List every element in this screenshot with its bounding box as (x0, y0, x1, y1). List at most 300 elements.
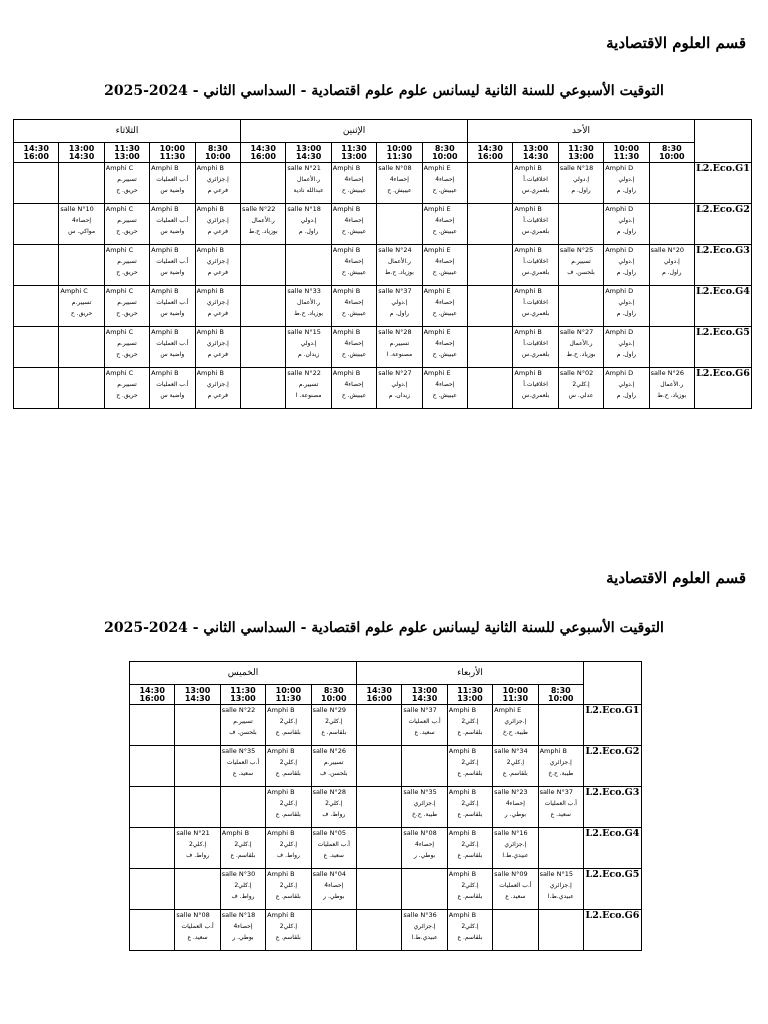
session-subject: إ.دولي (618, 381, 635, 388)
session-room: Amphi B (221, 829, 250, 837)
session-cell (175, 910, 220, 951)
session-cell (493, 910, 538, 951)
session-teacher: حريق. ح (116, 351, 138, 358)
session-room: Amphi C (105, 369, 134, 377)
session-cell (513, 204, 558, 245)
session-cell (538, 828, 583, 869)
session-cell (422, 368, 467, 409)
session-cell (14, 327, 59, 368)
session-cell (14, 245, 59, 286)
session-cell (286, 204, 331, 245)
table-row (130, 869, 642, 910)
session-teacher: عيبيش. ح (387, 187, 412, 194)
session-cell (377, 327, 422, 368)
session-room: Amphi B (196, 328, 224, 336)
session-teacher: بوزياد. ح.ط (248, 228, 278, 235)
group-label: L2.Eco.G6 (583, 910, 641, 951)
session-room: Amphi B (151, 287, 179, 295)
session-cell (402, 828, 447, 869)
session-room: Amphi B (196, 164, 224, 172)
session-teacher: حريق. ح (116, 392, 138, 399)
session-cell (649, 204, 694, 245)
session-cell (266, 828, 311, 869)
session-subject: إ.جزائري (504, 718, 527, 725)
group-label: L2.Eco.G1 (695, 163, 752, 204)
session-subject: تسيير.م (117, 381, 137, 388)
session-subject: إ.كلي2 (461, 759, 479, 766)
session-cell (422, 204, 467, 245)
session-teacher: فرعي م (207, 187, 228, 194)
session-cell (357, 746, 402, 787)
session-cell (175, 828, 220, 869)
session-room: Amphi B (267, 911, 295, 919)
session-cell (311, 787, 356, 828)
session-subject: اخلاقيات.أ (523, 217, 548, 224)
session-teacher: راول. م (571, 187, 591, 194)
session-cell (286, 368, 331, 409)
session-subject: إحصاء4 (344, 340, 364, 347)
session-cell (538, 787, 583, 828)
session-teacher: واضية س (160, 269, 185, 276)
session-subject: تسيير.م (71, 299, 92, 306)
session-subject: إ.جزائري (206, 381, 229, 388)
session-cell (266, 869, 311, 910)
session-teacher: عيبيش. ح (341, 187, 367, 194)
session-room: salle N°04 (312, 870, 346, 878)
session-room: salle N°09 (494, 870, 528, 878)
session-cell (468, 163, 513, 204)
session-room: salle N°02 (559, 369, 594, 377)
session-teacher: بلعمري.س (521, 310, 550, 317)
session-room: salle N°20 (650, 246, 685, 254)
session-teacher: بلعمري.س (521, 351, 550, 358)
session-teacher: بوطي. ر (504, 811, 526, 818)
timetable-title: التوقيت الأسبوعي للسنة الثانية ليسانس علوم علوم اقتصادية - السداسي الثاني - 2024-2025 (104, 620, 664, 636)
session-subject: إحصاء4 (344, 299, 364, 306)
session-subject: اخلاقيات.أ (523, 176, 548, 183)
session-cell (649, 327, 694, 368)
session-subject: إ.كلي2 (461, 800, 479, 807)
session-cell (422, 286, 467, 327)
session-subject: أ.ب العمليات (499, 882, 532, 889)
session-teacher: عبدالله نادية (293, 187, 324, 194)
session-cell (14, 163, 59, 204)
session-cell (286, 163, 331, 204)
session-room: Amphi B (267, 870, 295, 878)
group-label: L2.Eco.G2 (695, 204, 752, 245)
session-subject: ر.الأعمال (297, 299, 321, 306)
session-cell (241, 245, 286, 286)
session-room: Amphi B (151, 205, 179, 213)
session-cell (377, 286, 422, 327)
session-room: salle N°27 (378, 369, 412, 377)
session-cell (266, 705, 311, 746)
session-teacher: عيبيش. ح (341, 310, 367, 317)
session-cell (468, 245, 513, 286)
session-teacher: حريق. ح (116, 310, 138, 317)
session-room: Amphi D (605, 164, 634, 172)
session-cell (195, 204, 240, 245)
day-header: الإثنين (241, 120, 468, 143)
session-teacher: راول. م (616, 228, 637, 235)
session-cell (604, 163, 649, 204)
session-room: Amphi B (514, 164, 542, 172)
session-room: Amphi B (332, 369, 361, 377)
session-subject: إحصاء4 (233, 923, 253, 930)
session-cell (130, 828, 175, 869)
session-teacher: عيبيش. ح (341, 351, 367, 358)
session-teacher: بلعمري.س (521, 228, 550, 235)
session-cell (241, 163, 286, 204)
session-teacher: راول. م (298, 228, 319, 235)
session-subject: أ.ب العمليات (181, 923, 214, 930)
session-teacher: بوطي. ر (232, 934, 254, 941)
header-corner (583, 662, 641, 705)
session-teacher: واضية س (160, 392, 185, 399)
session-subject: ر.الأعمال (251, 217, 275, 224)
session-subject: اخلاقيات.أ (523, 340, 548, 347)
session-teacher: فرعي م (207, 228, 228, 235)
time-slot-header: 14:30 16:00 (14, 143, 59, 163)
session-subject: إ.دولي (300, 340, 317, 347)
session-cell (175, 705, 220, 746)
session-teacher: حريق. ح (116, 269, 138, 276)
session-subject: إ.دولي (618, 258, 635, 265)
session-room: Amphi B (196, 246, 224, 254)
session-room: Amphi B (267, 829, 295, 837)
group-label: L2.Eco.G3 (583, 787, 641, 828)
session-room: salle N°36 (403, 911, 437, 919)
session-room: Amphi B (332, 205, 361, 213)
session-cell (558, 245, 603, 286)
session-teacher: فرعي م (207, 392, 228, 399)
session-teacher: طيبة. ح.خ (502, 729, 528, 736)
table-row (130, 828, 642, 869)
session-cell (538, 869, 583, 910)
session-cell (220, 705, 265, 746)
session-subject: ر.الأعمال (387, 258, 411, 265)
time-slot-header: 10:00 11:30 (493, 685, 538, 705)
session-room: salle N°24 (378, 246, 412, 254)
session-subject: تسيير.م (323, 759, 344, 766)
session-room: Amphi E (423, 164, 451, 172)
session-cell (331, 163, 376, 204)
session-subject: تسيير.م (298, 381, 319, 388)
session-cell (558, 368, 603, 409)
session-subject: إ.كلي2 (461, 841, 479, 848)
session-room: salle N°22 (242, 205, 276, 213)
time-slot-header: 8:30 10:00 (195, 143, 240, 163)
table-row (14, 204, 752, 245)
session-teacher: رواط. ف (276, 852, 300, 859)
session-subject: إ.جزائري (504, 841, 527, 848)
session-room: Amphi C (105, 246, 134, 254)
session-subject: إ.دولي (618, 299, 635, 306)
session-subject: إ.دولي (573, 176, 589, 183)
session-teacher: بلحسن. ف (567, 269, 595, 276)
session-room: salle N°16 (494, 829, 528, 837)
session-cell (130, 705, 175, 746)
time-slot-header: 10:00 11:30 (377, 143, 422, 163)
table-row (14, 286, 752, 327)
session-subject: إحصاء4 (435, 258, 455, 265)
session-subject: إحصاء4 (344, 258, 364, 265)
session-subject: أ.ب العمليات (156, 299, 189, 306)
session-room: salle N°25 (559, 246, 594, 254)
session-subject: إ.جزائري (549, 882, 572, 889)
table-row (14, 245, 752, 286)
session-cell (241, 327, 286, 368)
session-teacher: سعيد. ع (550, 811, 571, 818)
session-subject: إ.كلي2 (279, 841, 297, 848)
day-header: الأحد (468, 120, 695, 143)
session-cell (59, 204, 104, 245)
session-cell (649, 286, 694, 327)
session-room: Amphi E (423, 328, 451, 336)
day-header-row (14, 120, 752, 143)
session-cell (59, 327, 104, 368)
session-subject: أ.ب العمليات (317, 841, 350, 848)
session-teacher: بلقاسم. ع (230, 852, 256, 859)
session-subject: تسيير.م (117, 176, 137, 183)
session-room: Amphi E (423, 205, 451, 213)
session-cell (195, 163, 240, 204)
session-subject: إ.كلي2 (461, 718, 479, 725)
session-teacher: عيبيش. ح (341, 269, 367, 276)
session-teacher: مواكي. س (68, 228, 96, 235)
session-room: Amphi B (448, 870, 477, 878)
session-subject: إ.دولي (663, 258, 680, 265)
session-subject: إحصاء4 (344, 176, 364, 183)
session-subject: إ.دولي (618, 176, 635, 183)
session-cell (402, 746, 447, 787)
session-cell (513, 286, 558, 327)
table-row (14, 327, 752, 368)
session-teacher: راول. م (616, 351, 637, 358)
session-teacher: بوزياد. ح.ط (294, 310, 324, 317)
session-cell (150, 245, 195, 286)
session-room: Amphi B (514, 246, 542, 254)
session-subject: إ.جزائري (413, 800, 436, 807)
session-subject: ر.الأعمال (297, 176, 321, 183)
session-room: salle N°15 (287, 328, 321, 336)
session-room: salle N°05 (312, 829, 346, 837)
session-room: salle N°08 (176, 911, 210, 919)
time-header-row (14, 143, 752, 163)
session-subject: إ.جزائري (549, 759, 572, 766)
time-slot-header: 14:30 16:00 (241, 143, 286, 163)
session-cell (513, 245, 558, 286)
session-cell (468, 204, 513, 245)
session-subject: إ.كلي2 (279, 923, 297, 930)
session-room: Amphi B (196, 205, 224, 213)
session-cell (130, 787, 175, 828)
group-label: L2.Eco.G1 (583, 705, 641, 746)
session-cell (195, 368, 240, 409)
session-subject: إحصاء4 (435, 340, 455, 347)
session-teacher: راول. م (616, 392, 637, 399)
session-subject: إحصاء4 (435, 217, 455, 224)
time-slot-header: 13:00 14:30 (175, 685, 220, 705)
session-teacher: بلعمري.س (521, 392, 550, 399)
session-cell (220, 910, 265, 951)
session-teacher: عيبيش. ح (432, 269, 457, 276)
time-slot-header: 14:30 16:00 (468, 143, 513, 163)
group-label: L2.Eco.G3 (695, 245, 752, 286)
session-teacher: رواط. ف (186, 852, 210, 859)
session-teacher: طيبة. ح.خ (412, 811, 438, 818)
session-teacher: عيبيش. ح (432, 187, 457, 194)
session-cell (513, 368, 558, 409)
session-cell (130, 910, 175, 951)
session-cell (604, 327, 649, 368)
session-teacher: راول. م (616, 310, 637, 317)
time-slot-header: 13:00 14:30 (402, 685, 447, 705)
session-teacher: رواط. ف (322, 811, 346, 818)
session-subject: اخلاقيات.أ (523, 299, 548, 306)
session-room: Amphi B (267, 788, 295, 796)
session-room: Amphi B (151, 328, 179, 336)
session-teacher: فرعي م (207, 310, 228, 317)
session-cell (402, 705, 447, 746)
session-teacher: بوطي. ر (323, 893, 345, 900)
session-cell (130, 869, 175, 910)
session-cell (331, 368, 376, 409)
header-corner (695, 120, 752, 163)
session-cell (104, 245, 149, 286)
session-subject: تسيير.م (571, 258, 591, 265)
session-subject: إ.كلي2 (279, 882, 297, 889)
session-cell (104, 368, 149, 409)
session-teacher: بلعمري.س (521, 269, 550, 276)
session-cell (649, 163, 694, 204)
session-cell (220, 746, 265, 787)
session-subject: إ.كلي2 (325, 800, 343, 807)
time-slot-header: 11:30 13:00 (220, 685, 265, 705)
group-label: L2.Eco.G5 (695, 327, 752, 368)
session-teacher: بلقاسم. ع (321, 729, 347, 736)
time-slot-header: 8:30 10:00 (649, 143, 694, 163)
session-teacher: بوطي. ر (413, 852, 436, 859)
session-cell (150, 368, 195, 409)
session-subject: اخلاقيات.أ (523, 381, 548, 388)
session-cell (447, 910, 492, 951)
session-subject: إ.كلي2 (234, 882, 252, 889)
session-cell (558, 327, 603, 368)
session-room: Amphi B (448, 829, 477, 837)
session-cell (493, 787, 538, 828)
session-subject: إحصاء4 (389, 176, 409, 183)
session-cell (331, 245, 376, 286)
session-cell (447, 705, 492, 746)
session-cell (175, 746, 220, 787)
session-subject: إحصاء4 (344, 217, 364, 224)
session-teacher: مصنوعة. ا (386, 351, 413, 358)
session-cell (649, 245, 694, 286)
session-room: Amphi D (605, 287, 634, 295)
session-teacher: بلقاسم. ع (457, 770, 483, 777)
session-cell (649, 368, 694, 409)
session-room: salle N°28 (312, 788, 346, 796)
session-room: Amphi B (151, 164, 179, 172)
session-cell (447, 828, 492, 869)
session-room: Amphi B (332, 287, 361, 295)
session-teacher: سعيد. ع (187, 934, 208, 941)
session-teacher: عيبيش. ح (432, 310, 457, 317)
session-cell (357, 910, 402, 951)
session-room: Amphi E (494, 706, 522, 714)
session-teacher: طيبة. ح.خ (548, 770, 574, 777)
session-cell (538, 705, 583, 746)
session-teacher: عبيدي.ط.ا (502, 852, 529, 859)
session-teacher: حريق. ح (116, 228, 138, 235)
session-room: salle N°37 (403, 706, 437, 714)
session-teacher: سعيد. ع (414, 729, 435, 736)
session-cell (311, 910, 356, 951)
session-room: Amphi B (332, 164, 361, 172)
session-room: salle N°10 (60, 205, 94, 213)
session-room: salle N°28 (378, 328, 412, 336)
session-room: salle N°08 (403, 829, 437, 837)
group-label: L2.Eco.G2 (583, 746, 641, 787)
session-cell (468, 286, 513, 327)
session-room: salle N°18 (221, 911, 256, 919)
session-subject: تسيير.م (117, 217, 137, 224)
session-room: Amphi B (514, 328, 542, 336)
session-cell (14, 368, 59, 409)
session-cell (195, 327, 240, 368)
session-teacher: راول. م (662, 269, 682, 276)
session-teacher: واضية س (160, 351, 185, 358)
session-teacher: سعيد. ع (505, 893, 526, 900)
session-teacher: راول. م (616, 269, 637, 276)
session-room: Amphi E (423, 287, 451, 295)
session-subject: إحصاء4 (435, 299, 455, 306)
session-subject: ر.الأعمال (569, 340, 593, 347)
time-slot-header: 8:30 10:00 (311, 685, 356, 705)
table-row (130, 910, 642, 951)
session-room: salle N°26 (650, 369, 685, 377)
session-subject: أ.ب العمليات (156, 258, 189, 265)
session-subject: إ.كلي2 (461, 923, 479, 930)
session-teacher: بلقاسم. ع (457, 852, 483, 859)
session-room: Amphi B (332, 328, 361, 336)
department-heading: قسم العلوم الاقتصادية (606, 569, 746, 587)
table-row (130, 705, 642, 746)
session-cell (604, 204, 649, 245)
session-subject: إحصاء4 (435, 176, 455, 183)
session-room: salle N°26 (312, 747, 346, 755)
table-row (14, 368, 752, 409)
session-subject: تسيير.م (117, 299, 137, 306)
session-subject: اخلاقيات.أ (523, 258, 548, 265)
session-teacher: عدلي. س (568, 392, 594, 399)
session-teacher: رواط. ف (231, 893, 255, 900)
session-cell (175, 869, 220, 910)
session-subject: إ.كلي2 (188, 841, 207, 848)
session-room: salle N°18 (559, 164, 594, 172)
session-cell (150, 204, 195, 245)
session-subject: إ.دولي (391, 381, 408, 388)
session-subject: إحصاء4 (505, 800, 525, 807)
session-cell (14, 286, 59, 327)
group-label: L2.Eco.G4 (695, 286, 752, 327)
session-cell (104, 204, 149, 245)
session-room: Amphi B (196, 287, 224, 295)
session-cell (195, 286, 240, 327)
session-room: Amphi B (267, 747, 295, 755)
session-room: Amphi E (423, 246, 451, 254)
